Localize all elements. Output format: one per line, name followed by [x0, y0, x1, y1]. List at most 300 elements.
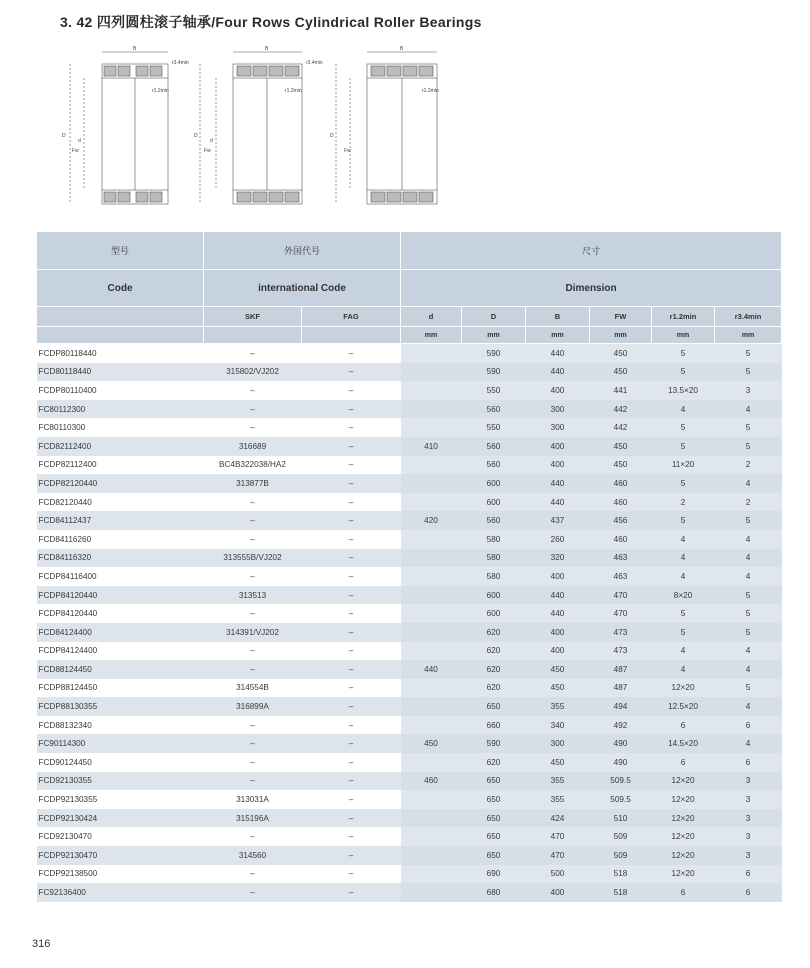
cell-D: 580: [462, 549, 526, 568]
label-Fw-1: Fw: [72, 148, 79, 154]
cell-FW: 470: [590, 604, 652, 623]
cell-code: FCDP92130355: [38, 795, 98, 805]
cell-B: 450: [526, 753, 590, 772]
cell-B: 440: [526, 493, 590, 512]
cell-r34: 5: [715, 679, 782, 698]
cell-r34: 3: [715, 381, 782, 400]
label-B-3: B: [400, 46, 404, 52]
cell-r34: 3: [715, 827, 782, 846]
cell-d: [401, 381, 462, 400]
cell-FW: 442: [590, 418, 652, 437]
label-d-1: d: [78, 138, 81, 144]
cell-r12: 5: [652, 474, 715, 493]
cell-code: FCD90124450: [38, 757, 92, 767]
cell-D: 550: [462, 381, 526, 400]
cell-code: FCDP92130424: [37, 809, 204, 828]
cell-skf: 315802/VJ202: [204, 363, 302, 382]
unit-r12: mm: [652, 327, 715, 344]
cell-code: FCDP88124450: [38, 683, 98, 693]
cell-B: 355: [526, 790, 590, 809]
cell-skf: –: [250, 646, 255, 656]
cell-D: 560: [462, 456, 526, 475]
cell-D: 600: [462, 586, 526, 605]
cell-r34: 4: [715, 642, 782, 661]
cell-d: 460: [401, 772, 462, 791]
cell-code: FCDP84120440: [37, 586, 204, 605]
cell-D: 600: [462, 474, 526, 493]
page-number: 316: [32, 938, 51, 950]
cell-skf: –: [250, 720, 255, 730]
cell-d: [401, 400, 462, 419]
cell-r34: 5: [715, 437, 782, 456]
cell-D: 650: [462, 697, 526, 716]
cell-code: FCDP80118440: [38, 348, 97, 358]
cell-FW: 518: [590, 865, 652, 884]
table-row: [37, 437, 782, 456]
cell-d: [401, 474, 462, 493]
cell-code: FC90114300: [37, 734, 204, 753]
cell-code: FC80112300: [37, 400, 204, 419]
cell-r12: 13.5×20: [652, 381, 715, 400]
cell-fag: –: [348, 683, 354, 693]
table-row: [37, 586, 782, 605]
cell-D: 650: [462, 809, 526, 828]
cell-d: [401, 790, 462, 809]
cell-fag: –: [302, 734, 401, 753]
bearing-drawings: [40, 42, 480, 217]
cell-FW: 450: [590, 456, 652, 475]
cell-r12: 12×20: [652, 809, 715, 828]
cell-FW: 463: [590, 549, 652, 568]
cell-B: 500: [526, 865, 590, 884]
table-row: [37, 474, 782, 493]
cell-d: [401, 642, 462, 661]
cell-d: 410: [401, 437, 462, 456]
header-model-cn: 型号: [37, 232, 204, 270]
header-intl-en: international Code: [204, 270, 401, 307]
table-row: [37, 530, 782, 549]
bearing-drawing-2: [200, 52, 302, 204]
cell-r12: 2: [652, 493, 715, 512]
unit-B: mm: [526, 327, 590, 344]
cell-r34: 5: [715, 363, 782, 382]
cell-r12: 4: [652, 660, 715, 679]
table-row: [37, 363, 782, 382]
cell-D: 660: [462, 716, 526, 735]
header-blank: [37, 307, 204, 327]
cell-code: FCDP82120440: [37, 474, 204, 493]
cell-r12: 12×20: [652, 679, 715, 698]
cell-D: 550: [462, 418, 526, 437]
cell-r34: 5: [715, 418, 782, 437]
cell-B: 340: [526, 716, 590, 735]
cell-r34: 4: [715, 734, 782, 753]
cell-skf: –: [250, 348, 255, 358]
cell-FW: 509: [590, 846, 652, 865]
cell-fag: –: [302, 549, 401, 568]
cell-fag: –: [348, 720, 354, 730]
cell-skf: –: [250, 497, 255, 507]
cell-skf: –: [250, 534, 255, 544]
table-row: [37, 642, 782, 661]
cell-B: 400: [526, 437, 590, 456]
cell-r12: 5: [652, 344, 715, 363]
label-B-1: B: [133, 46, 137, 52]
cell-r34: 6: [715, 865, 782, 884]
label-D-2: D: [194, 133, 198, 139]
cell-skf: –: [204, 734, 302, 753]
cell-skf: 314560: [204, 846, 302, 865]
cell-code: FCD88132340: [38, 720, 92, 730]
cell-B: 440: [526, 586, 590, 605]
cell-fag: –: [302, 660, 401, 679]
cell-B: 320: [526, 549, 590, 568]
bearing-table: [36, 231, 782, 902]
cell-code: FCDP88130355: [37, 697, 204, 716]
cell-fag: –: [348, 757, 354, 767]
cell-FW: 509.5: [590, 790, 652, 809]
cell-FW: 460: [590, 530, 652, 549]
cell-code: FCD84124400: [37, 623, 204, 642]
table-row: [37, 809, 782, 828]
cell-D: 560: [462, 437, 526, 456]
table-row: [37, 604, 782, 623]
cell-FW: 490: [590, 753, 652, 772]
cell-d: [401, 716, 462, 735]
header-col-B: B: [526, 307, 590, 327]
cell-r12: 5: [652, 363, 715, 382]
unit-D: mm: [462, 327, 526, 344]
cell-FW: 487: [590, 679, 652, 698]
cell-r34: 4: [715, 474, 782, 493]
header-col-D: D: [462, 307, 526, 327]
cell-r12: 12×20: [652, 827, 715, 846]
table-row: [37, 865, 782, 884]
cell-B: 355: [526, 772, 590, 791]
cell-r34: 4: [715, 400, 782, 419]
cell-skf: 313031A: [236, 795, 269, 805]
cell-skf: –: [204, 772, 302, 791]
cell-code: FCDP92130470: [37, 846, 204, 865]
cell-r12: 4: [652, 642, 715, 661]
cell-skf: –: [250, 571, 255, 581]
cell-r34: 6: [715, 753, 782, 772]
cell-FW: 490: [590, 734, 652, 753]
cell-skf: BC4B322038/HA2: [219, 460, 286, 470]
cell-fag: –: [348, 460, 354, 470]
cell-code: FC80110300: [38, 423, 86, 433]
table-row: [37, 790, 782, 809]
cell-r12: 4: [652, 549, 715, 568]
cell-B: 450: [526, 679, 590, 698]
cell-d: [401, 827, 462, 846]
table-body: [37, 344, 782, 902]
cell-r12: 5: [652, 511, 715, 530]
cell-r12: 5: [652, 604, 715, 623]
cell-code: FC92136400: [37, 883, 204, 902]
cell-r12: 6: [652, 883, 715, 902]
cell-D: 650: [462, 846, 526, 865]
header-dim-cn: 尺寸: [401, 232, 782, 270]
cell-code: FCDP82112400: [38, 460, 97, 470]
cell-r34: 5: [715, 604, 782, 623]
label-r12-1: r1.2min: [152, 88, 169, 94]
cell-B: 300: [526, 400, 590, 419]
cell-skf: –: [250, 869, 255, 879]
cell-D: 600: [462, 493, 526, 512]
cell-r12: 12×20: [652, 865, 715, 884]
cell-code: FCDP84116400: [38, 571, 97, 581]
cell-d: [401, 493, 462, 512]
cell-skf: 313513: [204, 586, 302, 605]
cell-fag: –: [302, 809, 401, 828]
cell-skf: 316689: [204, 437, 302, 456]
cell-D: 650: [462, 772, 526, 791]
cell-d: [401, 697, 462, 716]
header-col-FW: FW: [590, 307, 652, 327]
cell-B: 300: [526, 418, 590, 437]
cell-fag: –: [302, 846, 401, 865]
cell-B: 440: [526, 344, 590, 363]
cell-skf: 316899A: [204, 697, 302, 716]
cell-fag: –: [348, 423, 354, 433]
cell-FW: 450: [590, 344, 652, 363]
cell-r12: 11×20: [652, 456, 715, 475]
cell-FW: 518: [590, 883, 652, 902]
label-d-2: d: [210, 138, 213, 144]
cell-B: 400: [526, 381, 590, 400]
cell-D: 690: [462, 865, 526, 884]
cell-B: 440: [526, 474, 590, 493]
table-row: [37, 753, 782, 772]
cell-fag: –: [348, 646, 354, 656]
cell-code: FCDP80110400: [38, 385, 97, 395]
table-row: [37, 772, 782, 791]
cell-B: 450: [526, 660, 590, 679]
cell-code: FCD92130470: [38, 832, 92, 842]
cell-skf: 314391/VJ202: [204, 623, 302, 642]
bearing-drawing-1: [70, 52, 168, 204]
cell-B: 440: [526, 604, 590, 623]
table-row: [37, 549, 782, 568]
cell-skf: –: [250, 423, 255, 433]
page-title: 3. 42 四列圆柱滚子轴承/Four Rows Cylindrical Roller Bearings: [60, 14, 482, 30]
cell-FW: 492: [590, 716, 652, 735]
cell-skf: 313877B: [204, 474, 302, 493]
label-D-3: D: [330, 133, 334, 139]
cell-skf: –: [250, 757, 255, 767]
cell-B: 400: [526, 456, 590, 475]
cell-B: 400: [526, 623, 590, 642]
cell-D: 680: [462, 883, 526, 902]
label-D-1: D: [62, 133, 66, 139]
cell-fag: –: [302, 363, 401, 382]
table-row: [37, 679, 782, 698]
cell-B: 470: [526, 827, 590, 846]
header-col-r12: r1.2min: [652, 307, 715, 327]
cell-FW: 463: [590, 567, 652, 586]
table-row: [37, 716, 782, 735]
cell-fag: –: [302, 772, 401, 791]
cell-fag: –: [348, 534, 354, 544]
cell-B: 440: [526, 363, 590, 382]
cell-d: [401, 623, 462, 642]
label-r12-3: r1.2min: [422, 88, 439, 94]
cell-code: FCDP84124400: [38, 646, 98, 656]
cell-skf: –: [204, 511, 302, 530]
cell-d: 440: [401, 660, 462, 679]
cell-r12: 12×20: [652, 846, 715, 865]
cell-FW: 441: [590, 381, 652, 400]
cell-d: [401, 549, 462, 568]
cell-d: [401, 679, 462, 698]
cell-B: 470: [526, 846, 590, 865]
cell-code: FCDP84120440: [38, 609, 98, 619]
cell-B: 400: [526, 642, 590, 661]
cell-fag: –: [302, 400, 401, 419]
unit-FW: mm: [590, 327, 652, 344]
cell-FW: 442: [590, 400, 652, 419]
cell-skf: –: [204, 400, 302, 419]
cell-fag: –: [302, 586, 401, 605]
cell-FW: 494: [590, 697, 652, 716]
cell-r12: 12.5×20: [652, 697, 715, 716]
cell-FW: 470: [590, 586, 652, 605]
header-col-fag: FAG: [302, 307, 401, 327]
header-intl-cn: 外国代号: [204, 232, 401, 270]
cell-B: 437: [526, 511, 590, 530]
cell-r34: 5: [715, 344, 782, 363]
table-row: [37, 456, 782, 475]
cell-skf: –: [204, 883, 302, 902]
cell-D: 580: [462, 530, 526, 549]
cell-d: [401, 344, 462, 363]
label-r34-2: r3.4min: [306, 60, 323, 66]
cell-FW: 473: [590, 642, 652, 661]
cell-fag: –: [348, 609, 354, 619]
table-row: [37, 697, 782, 716]
cell-B: 424: [526, 809, 590, 828]
header-model-en: Code: [37, 270, 204, 307]
cell-skf: 313555B/VJ202: [204, 549, 302, 568]
cell-B: 400: [526, 567, 590, 586]
cell-D: 650: [462, 827, 526, 846]
cell-d: [401, 456, 462, 475]
table-row: [37, 660, 782, 679]
cell-r34: 5: [715, 623, 782, 642]
cell-FW: 509: [590, 827, 652, 846]
cell-r34: 4: [715, 660, 782, 679]
cell-fag: –: [302, 437, 401, 456]
unit-blank: [204, 327, 302, 344]
cell-code: FCDP92138500: [38, 869, 98, 879]
cell-r34: 5: [715, 511, 782, 530]
cell-d: [401, 846, 462, 865]
header-col-skf: SKF: [204, 307, 302, 327]
cell-r12: 4: [652, 400, 715, 419]
cell-d: [401, 363, 462, 382]
cell-fag: –: [348, 348, 354, 358]
cell-r34: 4: [715, 567, 782, 586]
cell-skf: –: [250, 609, 255, 619]
cell-d: [401, 865, 462, 884]
cell-FW: 450: [590, 363, 652, 382]
cell-r34: 3: [715, 772, 782, 791]
cell-r34: 2: [715, 493, 782, 512]
cell-D: 620: [462, 753, 526, 772]
cell-fag: –: [302, 511, 401, 530]
label-B-2: B: [265, 46, 269, 52]
cell-r34: 4: [715, 549, 782, 568]
table-row: [37, 567, 782, 586]
cell-skf: 315196A: [204, 809, 302, 828]
cell-fag: –: [302, 883, 401, 902]
label-r34-1: r3.4min: [172, 60, 189, 66]
table-row: [37, 623, 782, 642]
unit-blank: [302, 327, 401, 344]
cell-fag: –: [302, 474, 401, 493]
cell-fag: –: [348, 385, 354, 395]
cell-D: 620: [462, 642, 526, 661]
table-row: [37, 418, 782, 437]
cell-FW: 487: [590, 660, 652, 679]
unit-r34: mm: [715, 327, 782, 344]
cell-skf: –: [250, 385, 255, 395]
cell-code: FCD82120440: [38, 497, 92, 507]
cell-fag: –: [348, 795, 354, 805]
cell-skf: –: [204, 660, 302, 679]
cell-FW: 510: [590, 809, 652, 828]
cell-r34: 4: [715, 530, 782, 549]
label-Fw-2: Fw: [204, 148, 211, 154]
cell-FW: 450: [590, 437, 652, 456]
cell-B: 400: [526, 883, 590, 902]
cell-D: 590: [462, 734, 526, 753]
cell-r12: 5: [652, 437, 715, 456]
cell-r34: 6: [715, 883, 782, 902]
cell-fag: –: [348, 869, 354, 879]
cell-fag: –: [348, 497, 354, 507]
cell-code: FCD84112437: [37, 511, 204, 530]
cell-d: [401, 530, 462, 549]
cell-code: FCD92130355: [37, 772, 204, 791]
cell-r12: 5: [652, 418, 715, 437]
cell-skf: 314554B: [236, 683, 269, 693]
cell-fag: –: [348, 832, 354, 842]
cell-d: [401, 604, 462, 623]
label-r12-2: r1.2min: [285, 88, 302, 94]
cell-FW: 473: [590, 623, 652, 642]
table-row: [37, 883, 782, 902]
cell-fag: –: [348, 571, 354, 581]
table-row: [37, 400, 782, 419]
table-row: [37, 344, 782, 363]
cell-r12: 14.5×20: [652, 734, 715, 753]
cell-D: 620: [462, 660, 526, 679]
cell-D: 600: [462, 604, 526, 623]
cell-skf: –: [250, 832, 255, 842]
cell-FW: 460: [590, 493, 652, 512]
cell-D: 650: [462, 790, 526, 809]
header-col-r34: r3.4min: [715, 307, 782, 327]
table-row: [37, 381, 782, 400]
cell-FW: 456: [590, 511, 652, 530]
cell-d: [401, 567, 462, 586]
cell-code: FCD84116320: [37, 549, 204, 568]
cell-r12: 5: [652, 623, 715, 642]
cell-r34: 3: [715, 846, 782, 865]
table-row: [37, 511, 782, 530]
